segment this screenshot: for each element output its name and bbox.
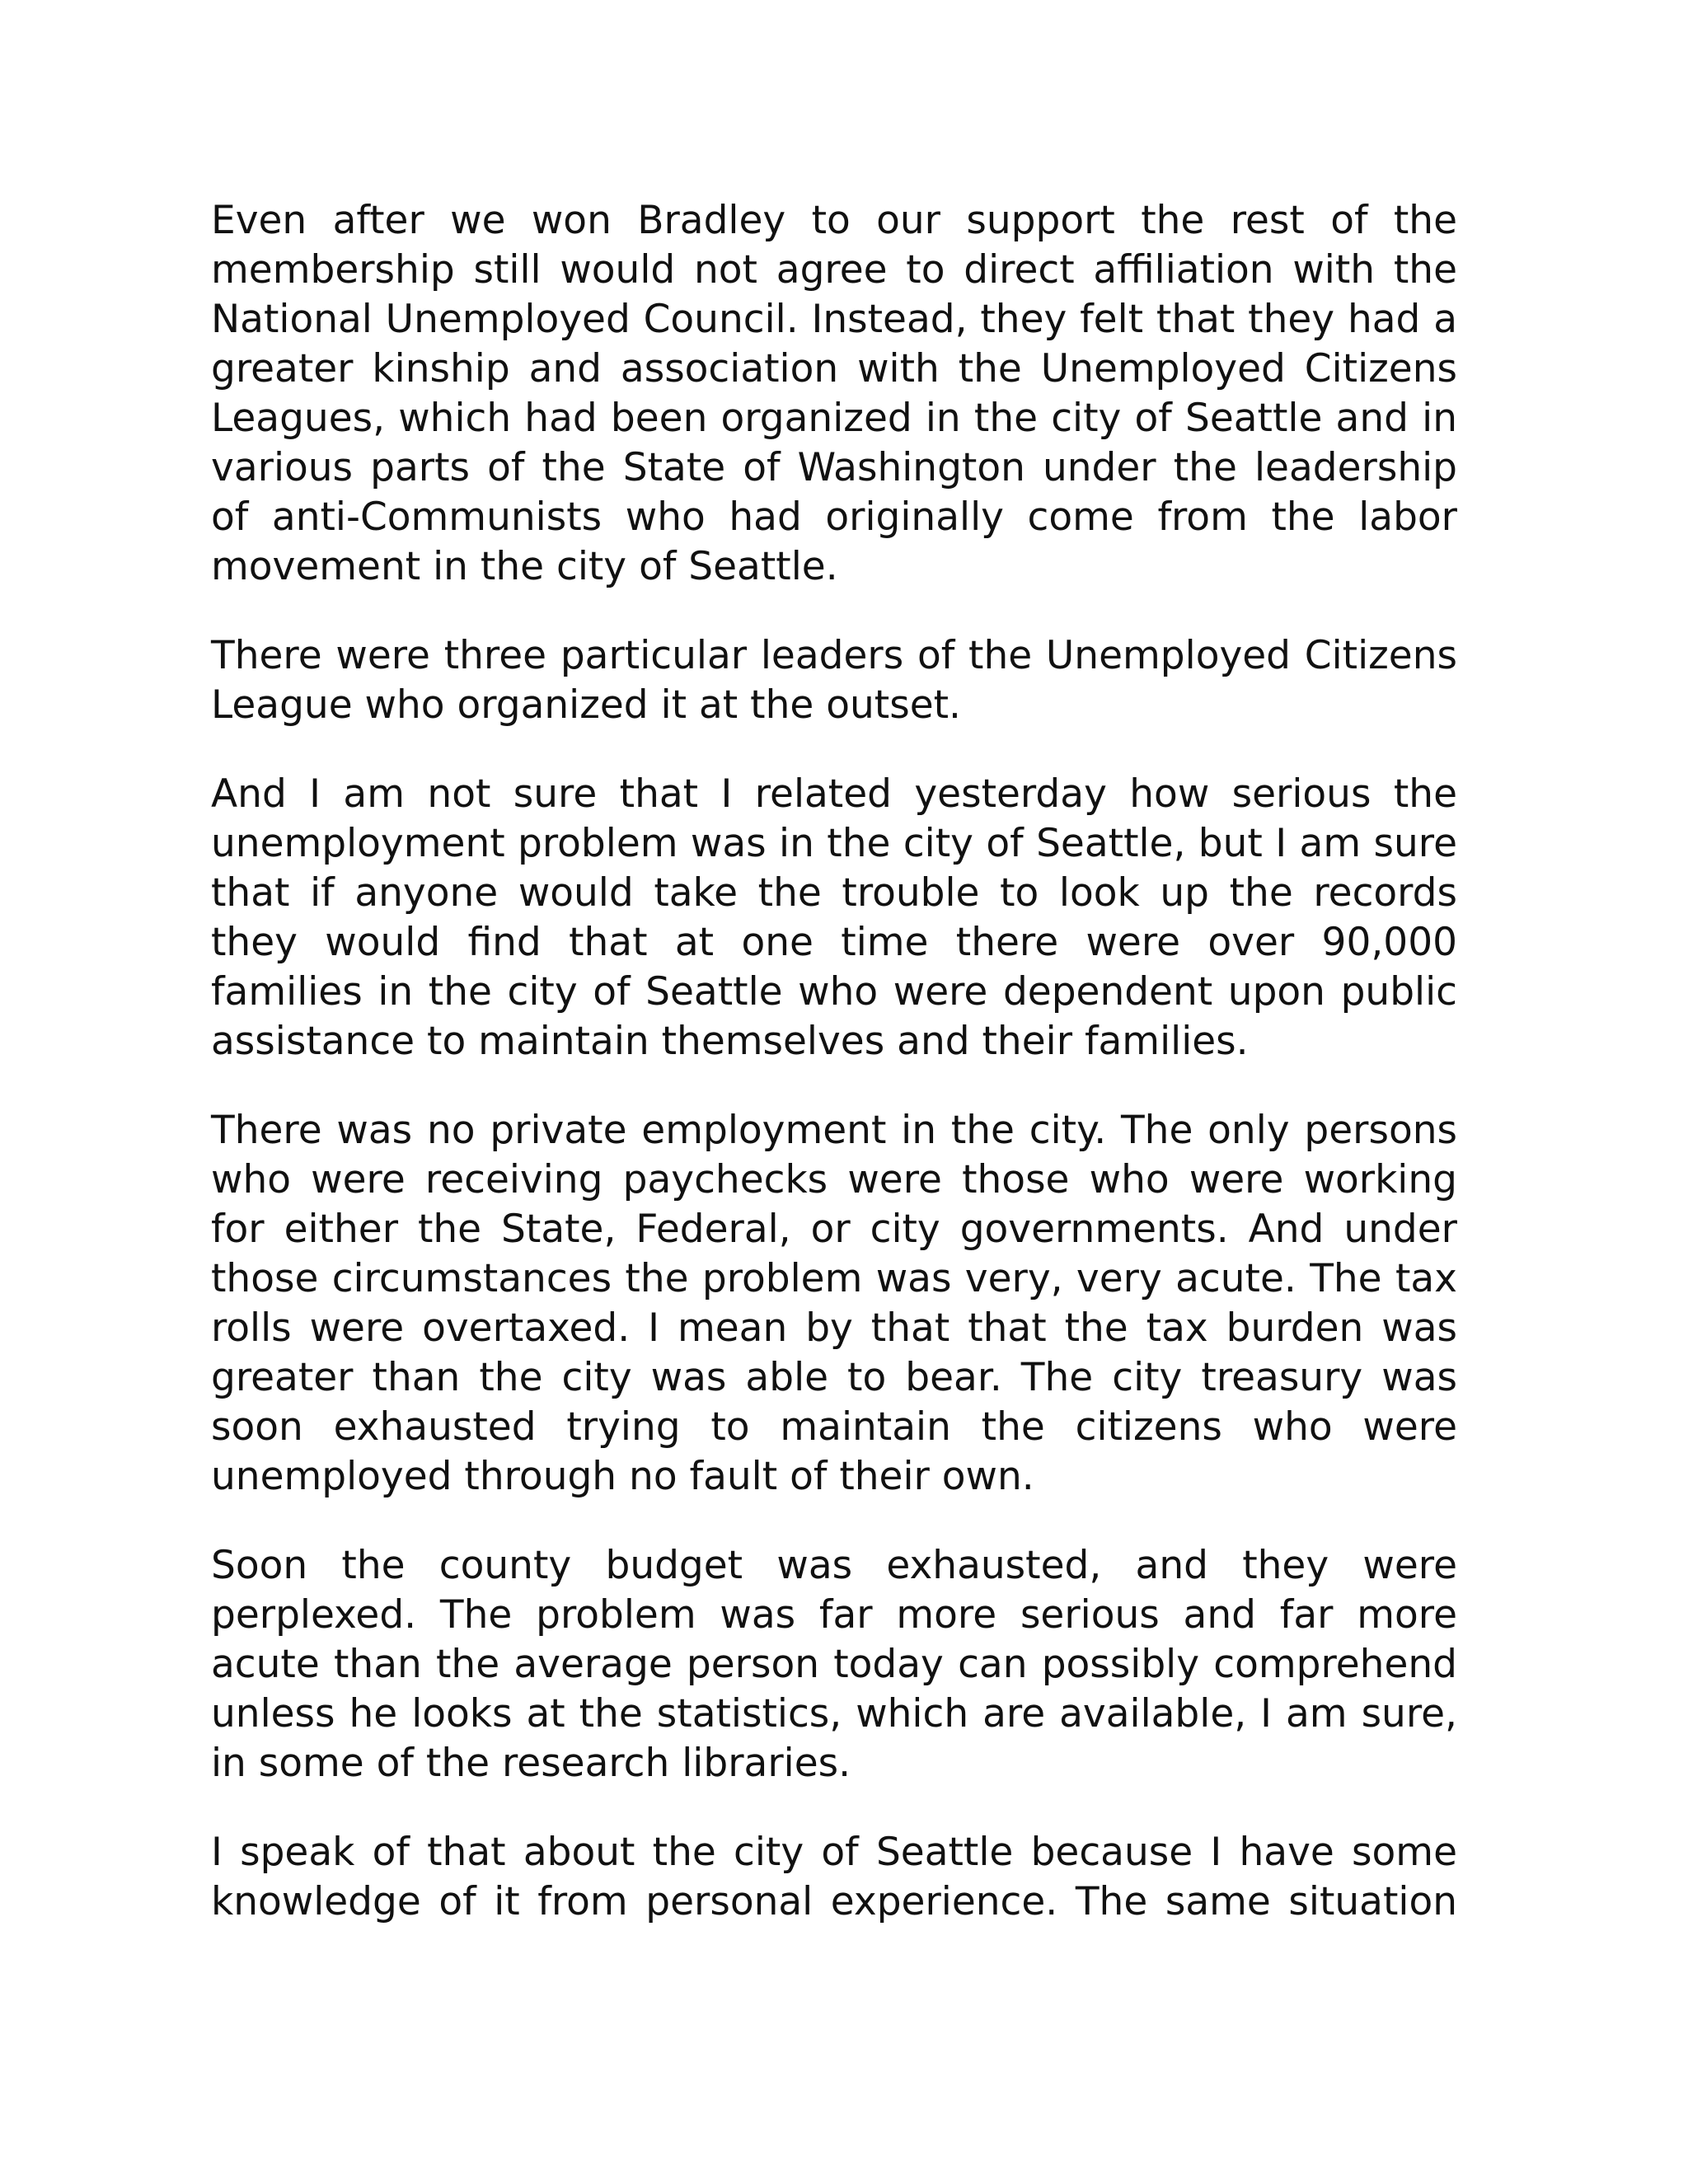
paragraph-3: And I am not sure that I related yesterday how serious the unemployment problem was in the city of Seattle, but I am sure that if anyone would take the trouble to look up the records they would find that at one time there were over 90,000 families in the city of Seattle who were dependent upon public assistance to maintain themselves and their families.	[211, 771, 1457, 1064]
paragraph-6: I speak of that about the city of Seattle because I have some knowledge of it from personal experience. The same situation	[211, 1830, 1457, 1924]
paragraph-2: There were three particular leaders of the Unemployed Citizens League who organized it at the outset.	[211, 633, 1457, 728]
paragraph-1: Even after we won Bradley to our support the rest of the membership still would not agree to direct affiliation with the National Unemployed Council. Instead, they felt that they had a greater kinship and association with the Unemployed Citizens Leagues, which had been organized in the city of Seattle and in various parts of the State of Washington under the leadership of anti-Communists who had originally come from the labor movement in the city of Seattle.	[211, 198, 1457, 589]
body-text	[211, 196, 1457, 1927]
paragraph-5: Soon the county budget was exhausted, and they were perplexed. The problem was far more serious and far more acute than the average person today can possibly comprehend unless he looks at the statistics, which are available, I am sure, in some of the research libraries.	[211, 1543, 1457, 1786]
paragraph-4: There was no private employment in the city. The only persons who were receiving paychecks were those who were working for either the State, Federal, or city governments. And under those circumstances the problem was very, very acute. The tax rolls were overtaxed. I mean by that that the tax burden was greater than the city was able to bear. The city treasury was soon exhausted trying to maintain the citizens who were unemployed through no fault of their own.	[211, 1108, 1457, 1499]
